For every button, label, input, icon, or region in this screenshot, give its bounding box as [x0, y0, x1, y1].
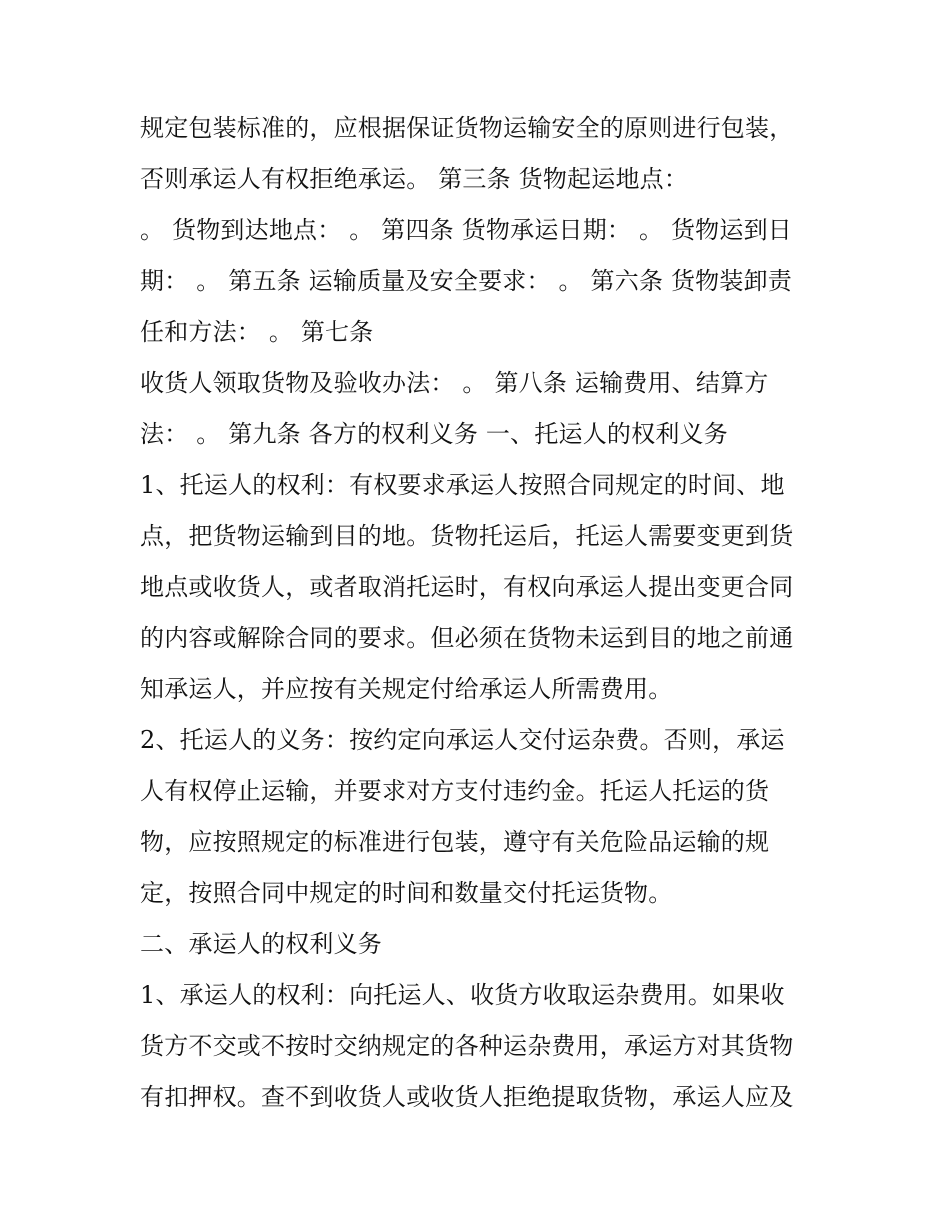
text-line: 知承运人，并应按有关规定付给承运人所需费用。	[140, 675, 673, 703]
text-line: 任和方法： 。 第七条	[140, 318, 374, 346]
text-line: 货方不交或不按时交纳规定的各种运杂费用，承运方对其货物	[140, 1032, 794, 1060]
text-line: 点，把货物运输到目的地。货物托运后，托运人需要变更到货	[140, 522, 794, 550]
text-line: 期： 。 第五条 运输质量及安全要求： 。 第六条 货物装卸责	[140, 267, 792, 295]
text-line: 地点或收货人，或者取消托运时，有权向承运人提出变更合同	[140, 573, 794, 601]
text-line: 有扣押权。查不到收货人或收货人拒绝提取货物，承运人应及	[140, 1083, 794, 1111]
text-line: 收货人领取货物及验收办法： 。 第八条 运输费用、结算方	[140, 369, 769, 397]
text-line: 否则承运人有权拒绝承运。 第三条 货物起运地点：	[140, 165, 689, 193]
text-line: 规定包装标准的，应根据保证货物运输安全的原则进行包装，	[140, 114, 794, 142]
text-line: 1、托运人的权利：有权要求承运人按照合同规定的时间、地	[140, 471, 785, 499]
text-line: 人有权停止运输，并要求对方支付违约金。托运人托运的货	[140, 777, 770, 805]
text-line: 。 货物到达地点： 。 第四条 货物承运日期： 。 货物运到日	[140, 216, 792, 244]
text-line: 2、托运人的义务：按约定向承运人交付运杂费。否则，承运	[140, 726, 785, 754]
document-body	[140, 103, 820, 1123]
text-line: 法： 。 第九条 各方的权利义务 一、托运人的权利义务	[140, 420, 728, 448]
text-line: 定，按照合同中规定的时间和数量交付托运货物。	[140, 879, 673, 907]
section-heading: 二、承运人的权利义务	[140, 930, 382, 958]
text-line: 物，应按照规定的标准进行包装，遵守有关危险品运输的规	[140, 828, 770, 856]
text-line: 1、承运人的权利：向托运人、收货方收取运杂费用。如果收	[140, 981, 785, 1009]
text-line: 的内容或解除合同的要求。但必须在货物未运到目的地之前通	[140, 624, 794, 652]
